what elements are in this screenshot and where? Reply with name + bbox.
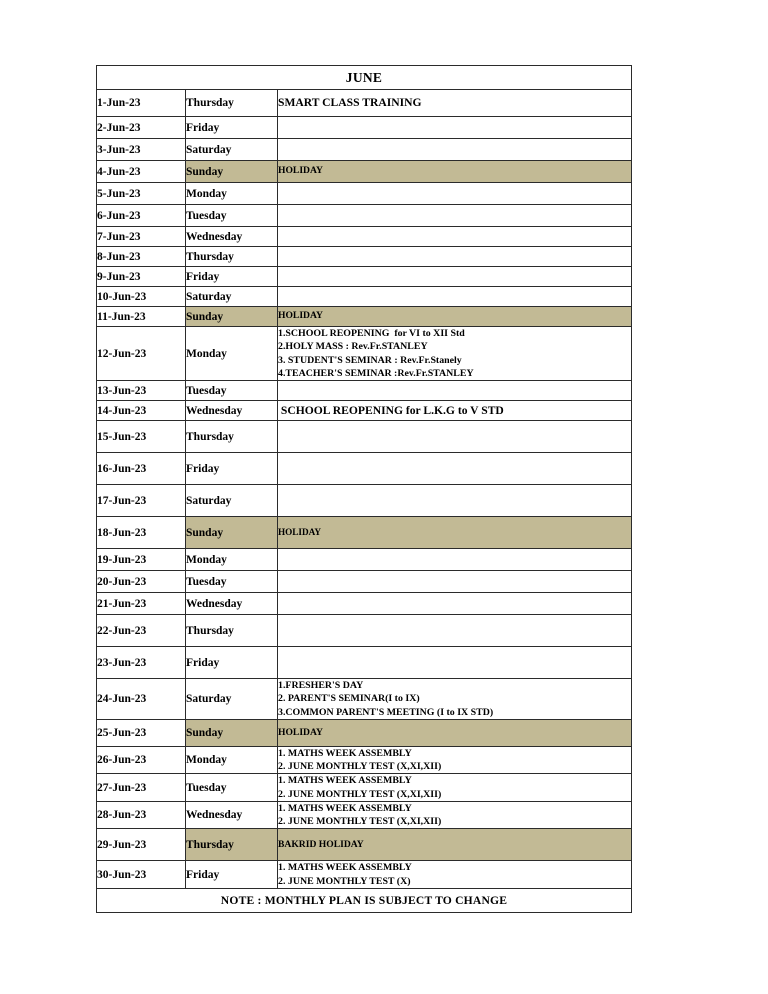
table-row <box>97 453 632 485</box>
table-row <box>97 183 632 205</box>
cell-date: 14-Jun-23 <box>97 401 186 421</box>
cell-day: Thursday <box>186 615 278 647</box>
cell-events <box>278 861 632 889</box>
cell-events <box>278 327 632 381</box>
event-line: 1.SCHOOL REOPENING for VI to XII Std <box>278 328 465 339</box>
table-row <box>97 161 632 183</box>
cell-events <box>278 593 632 615</box>
note-row <box>97 888 632 912</box>
table-row <box>97 829 632 861</box>
event-line: 2. JUNE MONTHLY TEST (X,XI,XII) <box>278 816 442 828</box>
month-header-row <box>97 66 632 90</box>
cell-day: Friday <box>186 861 278 889</box>
cell-events <box>278 549 632 571</box>
cell-events <box>278 719 632 746</box>
cell-day: Monday <box>186 183 278 205</box>
event-line: HOLIDAY <box>278 726 323 738</box>
cell-day: Thursday <box>186 829 278 861</box>
cell-date: 15-Jun-23 <box>97 421 186 453</box>
cell-day: Saturday <box>186 485 278 517</box>
event-line: 2. JUNE MONTHLY TEST (X,XI,XII) <box>278 788 442 800</box>
cell-events <box>278 679 632 720</box>
cell-day: Thursday <box>186 421 278 453</box>
table-row <box>97 647 632 679</box>
table-row <box>97 287 632 307</box>
event-line: 2.HOLY MASS : Rev.Fr.STANLEY <box>278 341 428 353</box>
cell-day: Friday <box>186 267 278 287</box>
table-row <box>97 205 632 227</box>
cell-date: 1-Jun-23 <box>97 90 186 117</box>
cell-date: 18-Jun-23 <box>97 517 186 549</box>
cell-events <box>278 227 632 247</box>
table-row <box>97 549 632 571</box>
cell-date: 26-Jun-23 <box>97 746 186 774</box>
table-row <box>97 327 632 381</box>
table-row <box>97 227 632 247</box>
event-line: HOLIDAY <box>278 310 323 322</box>
event-line: 1. MATHS WEEK ASSEMBLY <box>278 862 412 874</box>
cell-events <box>278 183 632 205</box>
table-row <box>97 746 632 774</box>
cell-events <box>278 139 632 161</box>
table-row <box>97 801 632 829</box>
cell-date: 25-Jun-23 <box>97 719 186 746</box>
event-line: 4.TEACHER'S SEMINAR :Rev.Fr.STANLEY <box>278 367 474 379</box>
cell-date: 10-Jun-23 <box>97 287 186 307</box>
table-row <box>97 117 632 139</box>
cell-events <box>278 774 632 802</box>
cell-date: 22-Jun-23 <box>97 615 186 647</box>
cell-events <box>278 615 632 647</box>
cell-date: 12-Jun-23 <box>97 327 186 381</box>
cell-events <box>278 421 632 453</box>
cell-day: Sunday <box>186 719 278 746</box>
table-body <box>97 66 632 889</box>
cell-date: 24-Jun-23 <box>97 679 186 720</box>
cell-date: 13-Jun-23 <box>97 381 186 401</box>
event-line: 1. MATHS WEEK ASSEMBLY <box>278 775 412 787</box>
cell-events <box>278 801 632 829</box>
table-row <box>97 719 632 746</box>
cell-day: Tuesday <box>186 774 278 802</box>
cell-events <box>278 485 632 517</box>
event-line: 2. PARENT'S SEMINAR(I to IX) <box>278 693 420 705</box>
cell-date: 20-Jun-23 <box>97 571 186 593</box>
cell-date: 4-Jun-23 <box>97 161 186 183</box>
cell-date: 8-Jun-23 <box>97 247 186 267</box>
cell-date: 16-Jun-23 <box>97 453 186 485</box>
event-line: 2. JUNE MONTHLY TEST (X) <box>278 875 411 887</box>
cell-events <box>278 267 632 287</box>
cell-date: 23-Jun-23 <box>97 647 186 679</box>
cell-date: 11-Jun-23 <box>97 307 186 327</box>
table-row <box>97 679 632 720</box>
cell-events <box>278 571 632 593</box>
cell-events <box>278 829 632 861</box>
event-line: 1.FRESHER'S DAY <box>278 680 364 692</box>
cell-events <box>278 517 632 549</box>
table-row <box>97 401 632 421</box>
cell-day: Thursday <box>186 90 278 117</box>
month-title: JUNE <box>97 66 632 90</box>
cell-date: 17-Jun-23 <box>97 485 186 517</box>
note-text: NOTE : MONTHLY PLAN IS SUBJECT TO CHANGE <box>97 888 632 912</box>
cell-day: Wednesday <box>186 801 278 829</box>
cell-events <box>278 307 632 327</box>
cell-events <box>278 90 632 117</box>
event-line: 3.COMMON PARENT'S MEETING (I to IX STD) <box>278 706 494 718</box>
table-footer <box>97 888 632 912</box>
cell-date: 19-Jun-23 <box>97 549 186 571</box>
cell-events <box>278 287 632 307</box>
event-line: 1. MATHS WEEK ASSEMBLY <box>278 802 412 814</box>
cell-events <box>278 381 632 401</box>
cell-date: 27-Jun-23 <box>97 774 186 802</box>
event-line: 2. JUNE MONTHLY TEST (X,XI,XII) <box>278 761 442 773</box>
event-line: HOLIDAY <box>278 165 323 177</box>
table-row <box>97 307 632 327</box>
table-row <box>97 381 632 401</box>
event-line: 1. MATHS WEEK ASSEMBLY <box>278 747 412 759</box>
cell-date: 30-Jun-23 <box>97 861 186 889</box>
table-row <box>97 774 632 802</box>
table-row <box>97 267 632 287</box>
cell-day: Tuesday <box>186 571 278 593</box>
cell-day: Monday <box>186 327 278 381</box>
cell-day: Monday <box>186 549 278 571</box>
cell-day: Wednesday <box>186 401 278 421</box>
cell-day: Saturday <box>186 679 278 720</box>
cell-day: Saturday <box>186 287 278 307</box>
cell-date: 28-Jun-23 <box>97 801 186 829</box>
cell-events <box>278 647 632 679</box>
cell-date: 6-Jun-23 <box>97 205 186 227</box>
cell-day: Friday <box>186 647 278 679</box>
cell-date: 7-Jun-23 <box>97 227 186 247</box>
table-row <box>97 517 632 549</box>
table-row <box>97 615 632 647</box>
cell-day: Thursday <box>186 247 278 267</box>
cell-date: 2-Jun-23 <box>97 117 186 139</box>
cell-events <box>278 205 632 227</box>
cell-events <box>278 453 632 485</box>
cell-day: Friday <box>186 117 278 139</box>
cell-day: Friday <box>186 453 278 485</box>
table-row <box>97 485 632 517</box>
cell-day: Sunday <box>186 161 278 183</box>
table-row <box>97 90 632 117</box>
event-line: SMART CLASS TRAINING <box>278 96 422 110</box>
cell-date: 3-Jun-23 <box>97 139 186 161</box>
monthly-plan-table <box>96 65 632 913</box>
cell-events <box>278 161 632 183</box>
cell-day: Tuesday <box>186 205 278 227</box>
cell-events <box>278 746 632 774</box>
table-row <box>97 421 632 453</box>
cell-events <box>278 247 632 267</box>
event-line: 3. STUDENT'S SEMINAR : Rev.Fr.Stanely <box>278 354 462 366</box>
table-row <box>97 139 632 161</box>
event-line: HOLIDAY <box>278 526 322 537</box>
table-row <box>97 593 632 615</box>
cell-day: Wednesday <box>186 593 278 615</box>
cell-date: 9-Jun-23 <box>97 267 186 287</box>
cell-day: Tuesday <box>186 381 278 401</box>
cell-events <box>278 401 632 421</box>
cell-day: Sunday <box>186 517 278 549</box>
cell-date: 21-Jun-23 <box>97 593 186 615</box>
table-row <box>97 247 632 267</box>
cell-day: Saturday <box>186 139 278 161</box>
cell-day: Wednesday <box>186 227 278 247</box>
event-line: BAKRID HOLIDAY <box>278 838 364 850</box>
cell-date: 29-Jun-23 <box>97 829 186 861</box>
cell-day: Sunday <box>186 307 278 327</box>
cell-day: Monday <box>186 746 278 774</box>
table-row <box>97 861 632 889</box>
cell-date: 5-Jun-23 <box>97 183 186 205</box>
event-line: SCHOOL REOPENING for L.K.G to V STD <box>278 404 504 418</box>
cell-events <box>278 117 632 139</box>
table-row <box>97 571 632 593</box>
